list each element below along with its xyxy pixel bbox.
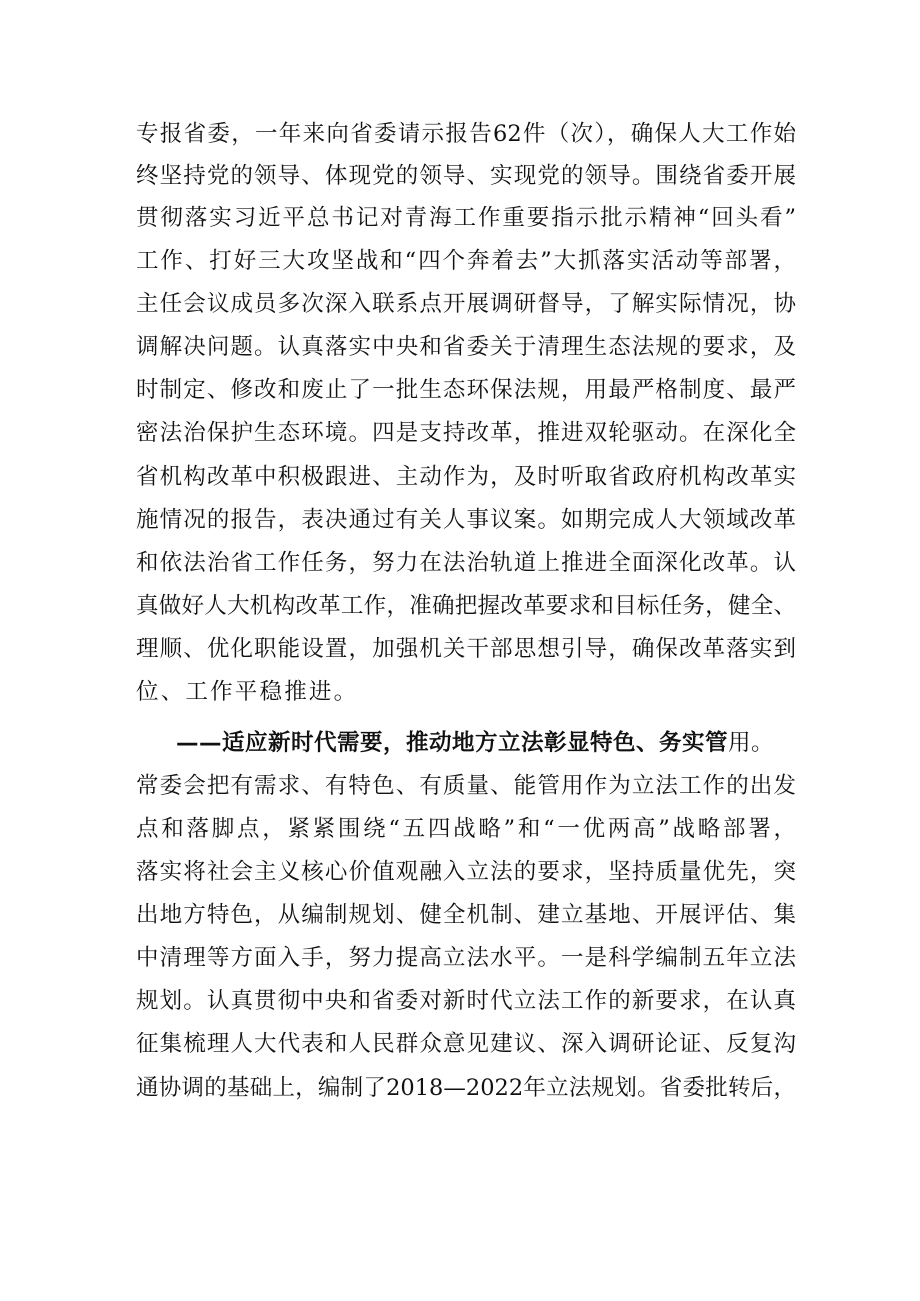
text-line: 省机构改革中积极跟进、主动作为，及时听取省政府机构改革实 (136, 464, 796, 490)
text-line: 调解决问题。认真落实中央和省委关于清理生态法规的要求，及 (136, 334, 796, 360)
text-line: 终坚持党的领导、体现党的领导、实现党的领导。围绕省委开展 (136, 163, 796, 189)
text-line: 点和落脚点，紧紧围绕“五四战略”和“一优两高”战略部署， (136, 816, 796, 842)
text-line: 规划。认真贯彻中央和省委对新时代立法工作的新要求，在认真 (136, 988, 796, 1014)
text-line: 工作、打好三大攻坚战和“四个奔着去”大抓落实活动等部署， (136, 248, 796, 274)
text-line: 专报省委，一年来向省委请示报告62件（次），确保人大工作始 (136, 121, 796, 147)
text-line: 施情况的报告，表决通过有关人事议案。如期完成人大领域改革 (136, 507, 796, 533)
text-line: 密法治保护生态环境。四是支持改革，推进双轮驱动。在深化全 (136, 420, 796, 446)
text-line: 征集梳理人大代表和人民群众意见建议、深入调研论证、反复沟 (136, 1031, 796, 1057)
text-line: 落实将社会主义核心价值观融入立法的要求，坚持质量优先，突 (136, 859, 796, 885)
text-line-last: 位、工作平稳推进。 (136, 679, 359, 705)
section-heading-tail: 用。 (728, 730, 775, 756)
section-heading (176, 728, 796, 758)
text-line: 通协调的基础上，编制了2018—2022年立法规划。省委批转后， (136, 1075, 796, 1101)
text-line: 真做好人大机构改革工作，准确把握改革要求和目标任务，健全、 (136, 593, 796, 619)
text-line: 贯彻落实习近平总书记对青海工作重要指示批示精神“回头看” (136, 205, 796, 231)
text-line: 常委会把有需求、有特色、有质量、能管用作为立法工作的出发 (136, 773, 796, 799)
text-line: 中清理等方面入手，努力提高立法水平。一是科学编制五年立法 (136, 945, 796, 971)
text-line: 时制定、修改和废止了一批生态环保法规，用最严格制度、最严 (136, 377, 796, 403)
text-line: 出地方特色，从编制规划、健全机制、建立基地、开展评估、集 (136, 902, 796, 928)
text-line: 主任会议成员多次深入联系点开展调研督导，了解实际情况，协 (136, 291, 796, 317)
section-heading-bold: ——适应新时代需要，推动地方立法彰显特色、务实管 (176, 730, 729, 756)
text-line: 理顺、优化职能设置，加强机关干部思想引导，确保改革落实到 (136, 636, 796, 662)
text-line: 和依法治省工作任务，努力在法治轨道上推进全面深化改革。认 (136, 550, 796, 576)
